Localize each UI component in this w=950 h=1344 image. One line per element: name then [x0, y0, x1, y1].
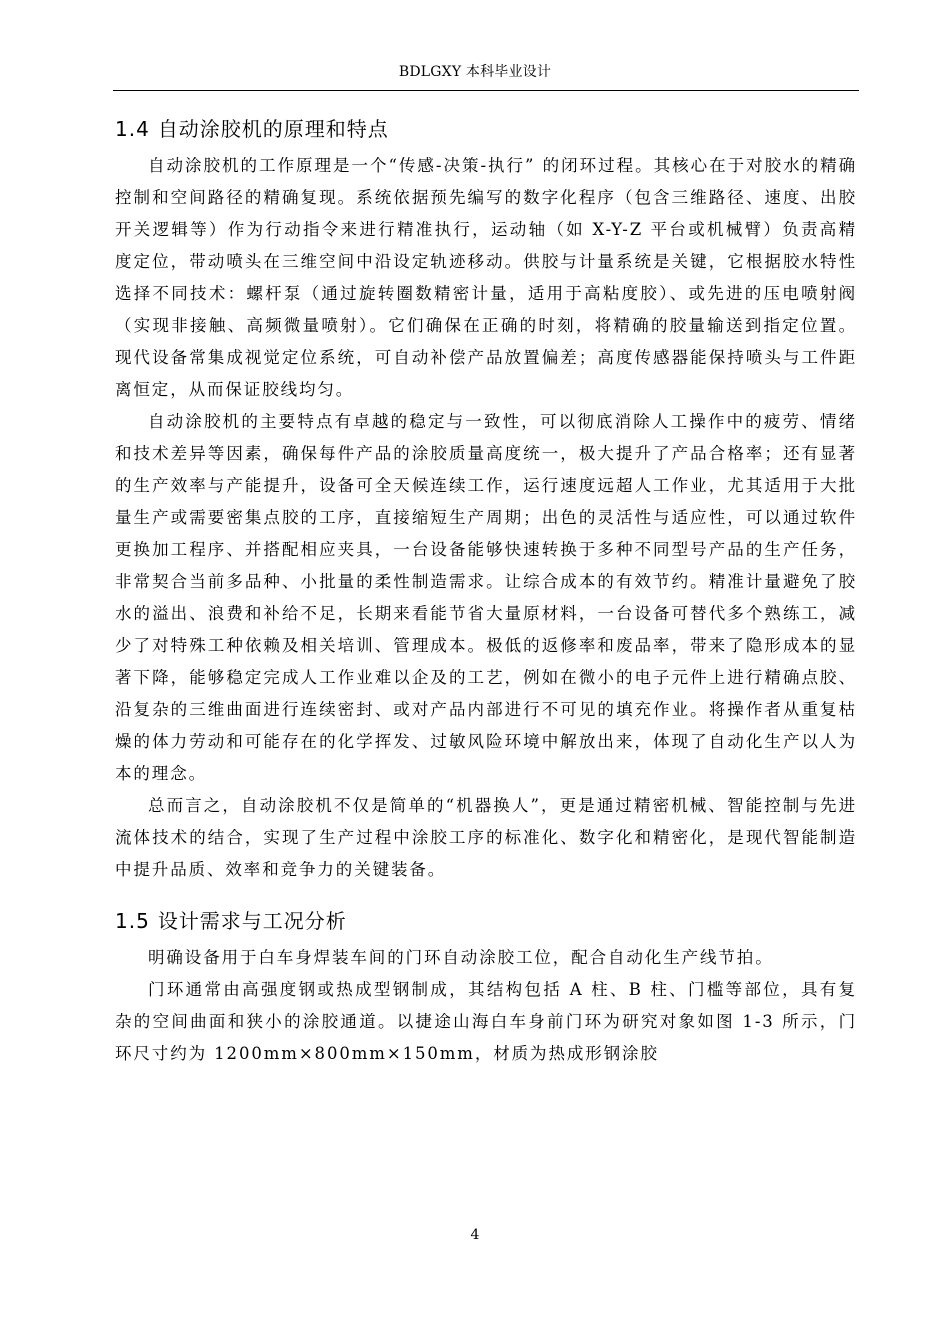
paragraph: 明确设备用于白车身焊装车间的门环自动涂胶工位，配合自动化生产线节拍。: [148, 948, 774, 967]
paragraph: 门环通常由高强度钢或热成型钢制成，其结构包括 A 柱、B 柱、门槛等部位，具有复杂的空间曲面和狭小的涂胶通道。以捷途山海白车身前门环为研究对象如图 1-3 所示，门环尺寸约为 1200mm×800mm×150mm，材质为热成形钢涂胶: [115, 980, 857, 1063]
section-heading-1-5: [115, 906, 857, 942]
section-gap: [115, 886, 857, 906]
running-header: BDLGXY 本科毕业设计: [398, 64, 552, 80]
header-rule: [113, 90, 859, 91]
page-number: 4: [470, 1227, 480, 1243]
paragraph: 自动涂胶机的主要特点有卓越的稳定与一致性，可以彻底消除人工操作中的疲劳、情绪和技术差异等因素，确保每件产品的涂胶质量高度统一，极大提升了产品合格率；还有显著的生产效率与产能提升，设备可全天候连续工作，运行速度远超人工作业，尤其适用于大批量生产或需要密集点胶的工序，直接缩短生产周期；出色的灵活性与适应性，可以通过软件更换加工程序、并搭配相应夹具，一台设备能够快速转换于多种不同型号产品的生产任务，非常契合当前多品种、小批量的柔性制造需求。让综合成本的有效节约。精准计量避免了胶水的溢出、浪费和补给不足，长期来看能节省大量原材料，一台设备可替代多个熟练工，减少了对特殊工种依赖及相关培训、管理成本。极低的返修率和废品率，带来了隐形成本的显著下降，能够稳定完成人工作业难以企及的工艺，例如在微小的电子元件上进行精确点胶、沿复杂的三维曲面进行连续密封、或对产品内部进行不可见的填充作业。将操作者从重复枯燥的体力劳动和可能存在的化学挥发、过敏风险环境中解放出来，体现了自动化生产以人为本的理念。: [115, 412, 857, 783]
page-body: [115, 114, 857, 1070]
section-number: 1.5: [115, 909, 150, 933]
section-heading-1-4: [115, 114, 857, 150]
section-number: 1.4: [115, 117, 150, 141]
section-title: 自动涂胶机的原理和特点: [157, 117, 389, 141]
section-title: 设计需求与工况分析: [157, 909, 347, 933]
paragraph: 自动涂胶机的工作原理是一个“传感-决策-执行” 的闭环过程。其核心在于对胶水的精确控制和空间路径的精确复现。系统依据预先编写的数字化程序（包含三维路径、速度、出胶开关逻辑等）作为行动指令来进行精准执行，运动轴（如 X-Y-Z 平台或机械臂）负责高精度定位，带动喷头在三维空间中沿设定轨迹移动。供胶与计量系统是关键，它根据胶水特性选择不同技术：螺杆泵（通过旋转圈数精密计量，适用于高粘度胶）、或先进的压电喷射阀（实现非接触、高频微量喷射）。它们确保在正确的时刻，将精确的胶量输送到指定位置。现代设备常集成视觉定位系统，可自动补偿产品放置偏差；高度传感器能保持喷头与工件距离恒定，从而保证胶线均匀。: [115, 156, 857, 399]
paragraph: 总而言之，自动涂胶机不仅是简单的“机器换人”，更是通过精密机械、智能控制与先进流体技术的结合，实现了生产过程中涂胶工序的标准化、数字化和精密化，是现代智能制造中提升品质、效率和竞争力的关键装备。: [115, 796, 857, 879]
